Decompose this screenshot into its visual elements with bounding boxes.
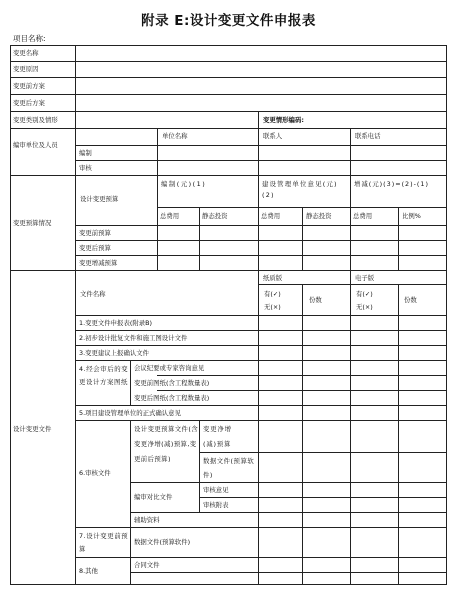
table-grid-line [199, 420, 200, 512]
file-item-7: 7.设计变更前预算 [79, 532, 129, 553]
file-item-3: 3.变更建议上报确认文件 [79, 349, 150, 357]
phone-header: 联系电话 [355, 132, 381, 140]
increase-budget-label: 变更增减预算 [79, 259, 118, 267]
compiled-col-header: 编制(元)(1) [161, 180, 207, 188]
unit-name-header: 单位名称 [162, 132, 188, 140]
page-title: 附录 E:设计变更文件申报表 [141, 13, 316, 29]
delta-col-header: 增减(元)(3)=(2)-(1) [354, 180, 429, 188]
table-grid-line [75, 145, 447, 146]
file-item-4a: 会议纪要或专家咨询意见 [134, 364, 205, 372]
file-item-5: 5.项目建设管理单位的正式确认意见 [79, 409, 181, 417]
table-grid-line [398, 284, 399, 584]
table-grid-line [398, 207, 399, 270]
file-name-header: 文件名称 [80, 290, 106, 298]
total-header-1: 总费用 [160, 212, 180, 220]
table-grid-line [75, 240, 447, 241]
table-grid-line [258, 175, 259, 270]
change-reason-label: 变更原因 [13, 65, 39, 73]
file-item-6b1: 审核意见 [203, 486, 229, 494]
opinion-col-header: 建设管理单位意见(元)(2) [262, 180, 338, 199]
table-grid-line [199, 497, 447, 498]
total-header-3: 总费用 [353, 212, 373, 220]
design-budget-label: 设计变更预算 [80, 195, 119, 203]
file-item-6a2: 数据文件(预算软件) [203, 457, 255, 479]
budget-section-label: 变更预算情况 [13, 219, 52, 227]
file-item-6: 6.审核文件 [79, 469, 111, 477]
table-grid-line [75, 45, 76, 584]
static-header-2: 静态投资 [306, 212, 332, 220]
files-section-label: 设计变更文件 [13, 425, 52, 433]
file-item-4c: 变更后图纸(含工程数量表) [134, 394, 210, 402]
table-grid-line [130, 360, 131, 405]
file-item-1: 1.变更文件申报表(附录B) [79, 319, 152, 327]
file-item-8: 8.其他 [79, 567, 98, 575]
change-type-label: 变更类别及情形 [13, 116, 58, 124]
table-grid-line [75, 405, 447, 406]
total-header-2: 总费用 [261, 212, 281, 220]
elec-copies-header: 份数 [404, 296, 417, 304]
table-grid-line [258, 111, 259, 128]
elec-none-header: 无(×) [356, 303, 373, 311]
file-item-7a: 数据文件(预算软件) [134, 538, 191, 546]
electronic-header: 电子版 [355, 274, 375, 282]
table-grid-line [302, 207, 303, 270]
static-header-1: 静态投资 [202, 212, 228, 220]
file-item-6b2: 审核附表 [203, 501, 229, 509]
file-item-6b: 编审对比文件 [134, 493, 173, 501]
table-grid-line [199, 207, 200, 270]
table-grid-line [446, 45, 447, 584]
table-grid-line [75, 315, 447, 316]
contact-header: 联系人 [263, 132, 283, 140]
table-grid-line [75, 330, 447, 331]
table-grid-line [350, 175, 351, 270]
table-grid-line [258, 128, 259, 175]
ratio-header: 比例% [402, 212, 421, 220]
paper-have-header: 有(✓) [264, 290, 281, 298]
file-item-2: 2.初步设计批复文件和施工图设计文件 [79, 334, 188, 342]
after-plan-label: 变更后方案 [13, 99, 45, 107]
table-grid-line [75, 225, 447, 226]
before-budget-label: 变更前预算 [79, 229, 111, 237]
file-item-4: 4.经会审后的变更设计方案图纸 [79, 365, 129, 386]
table-grid-line [10, 45, 11, 584]
file-item-6c: 辅助资料 [134, 516, 160, 524]
compile-label: 编制 [79, 149, 92, 157]
table-grid-line [130, 572, 447, 573]
file-item-4b: 变更前图纸(含工程数量表) [134, 379, 210, 387]
table-grid-line [10, 584, 447, 585]
table-grid-line [350, 128, 351, 175]
change-code-label: 变更情形编码: [263, 116, 304, 124]
table-grid-line [302, 284, 303, 584]
org-section-label: 编审单位及人员 [13, 141, 58, 149]
paper-copies-header: 份数 [309, 296, 322, 304]
table-grid-line [130, 512, 447, 513]
table-grid-line [157, 175, 158, 270]
after-budget-label: 变更后预算 [79, 244, 111, 252]
file-item-6a: 设计变更预算文件(含变更净增(减)预算,变更前后预算) [134, 425, 199, 463]
paper-header: 纸质版 [263, 274, 283, 282]
table-grid-line [157, 128, 158, 175]
table-grid-line [350, 270, 351, 584]
table-grid-line [258, 270, 259, 584]
project-name-label: 项目名称: [13, 34, 46, 43]
table-grid-line [199, 452, 447, 453]
file-item-6a1: 变更净增(减)预算 [203, 425, 232, 448]
review-label: 审核 [79, 164, 92, 172]
change-name-label: 变更名称 [13, 49, 39, 57]
table-grid-line [75, 345, 447, 346]
table-grid-line [75, 255, 447, 256]
table-grid-line [258, 284, 447, 285]
table-grid-line [130, 420, 131, 584]
table-grid-line [130, 482, 447, 483]
file-item-8a: 合同文件 [134, 561, 160, 569]
table-grid-line [75, 160, 447, 161]
paper-none-header: 无(×) [264, 303, 281, 311]
elec-have-header: 有(✓) [356, 290, 373, 298]
before-plan-label: 变更前方案 [13, 82, 45, 90]
